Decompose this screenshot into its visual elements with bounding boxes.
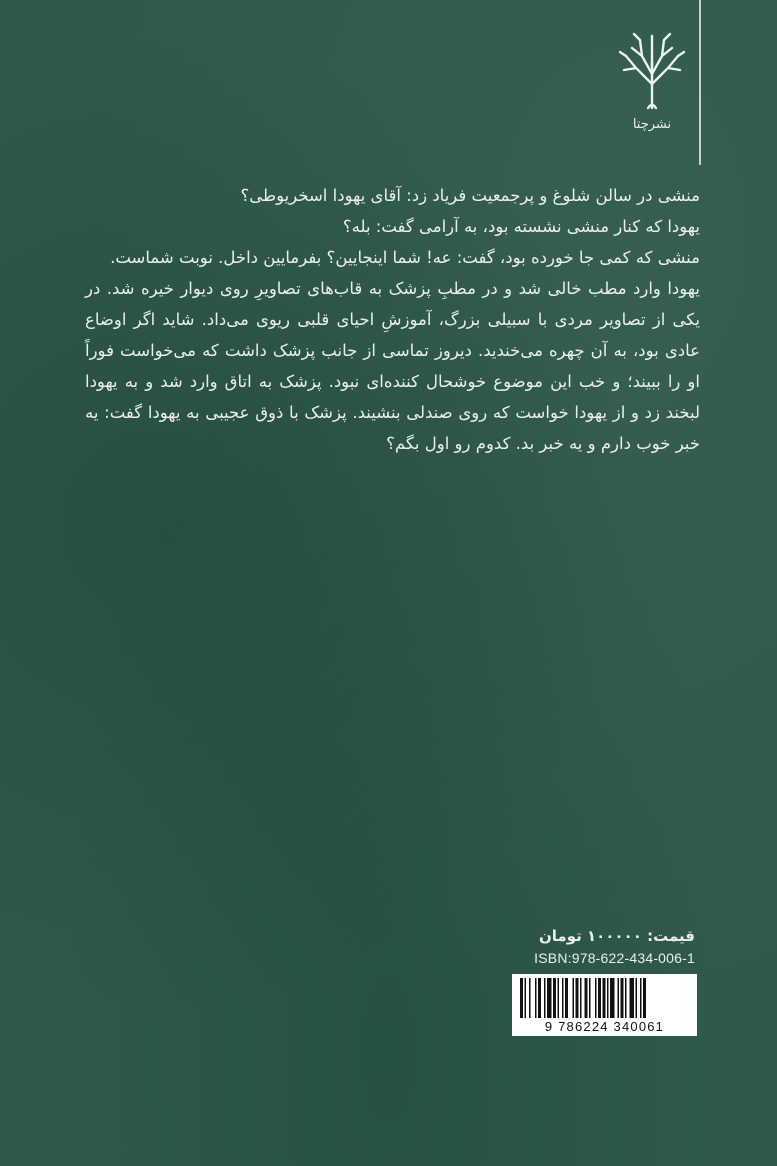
barcode-bar (636, 978, 638, 1018)
barcode-bar (589, 978, 591, 1018)
barcode-bar (565, 978, 568, 1018)
barcode-bar (607, 978, 609, 1018)
barcode-bar (640, 978, 642, 1018)
barcode-bar (585, 978, 588, 1018)
barcode-bar (618, 978, 620, 1018)
barcode-bar (576, 978, 579, 1018)
barcode-bar (520, 978, 523, 1018)
barcode (512, 974, 697, 1036)
barcode-bar (580, 978, 582, 1018)
price-label: قیمت: ۱۰۰۰۰۰ تومان (538, 927, 695, 945)
barcode-digits: 9 786224 340061 (544, 1019, 665, 1034)
tree-icon (612, 22, 692, 134)
blurb-paragraph: منشی که کمی جا خورده بود، گفت: عه! شما اینجایین؟ بفرمایین داخل. نوبت شماست. (110, 248, 700, 267)
blurb-paragraph: یهودا وارد مطب خالی شد و در مطبِ پزشک به قاب‌های تصاویرِ روی دیوار خیره شد. در یکی از تصاویر مردی با سبیلی بزرگ، آموزشِ احیای قلبی ریوی می‌داد. شاید اگر اوضاع عادی بود، به آن چهره می‌خندید. دیروز تماسی از جانب پزشک داشت که می‌خواست فوراً او را ببیند؛ و خب این موضوع خوشحال کننده‌ای نبود. پزشک به اتاق وارد شد و به یهودا لبخند زد و از یهودا خواست که روی صندلی بنشیند. پزشک با ذوق عجیبی به یهودا گفت: یه خبر خوب دارم و یه خبر بد. کدوم رو اول بگم؟ (85, 279, 700, 453)
blurb-paragraph: یهودا که کنار منشی نشسته بود، به آرامی گفت: بله؟ (342, 217, 700, 236)
barcode-bars (512, 974, 697, 1020)
barcode-bar (553, 978, 556, 1018)
isbn-label: ISBN:978-622-434-006-1 (534, 950, 695, 966)
publisher-logo-text: نشرچتا (632, 117, 672, 132)
blurb-text (85, 180, 700, 459)
barcode-bar (610, 978, 615, 1018)
barcode-bar (621, 978, 624, 1018)
barcode-bar (598, 978, 601, 1018)
barcode-bar (525, 978, 527, 1018)
barcode-bar (630, 978, 635, 1018)
publisher-logo (612, 22, 692, 134)
barcode-bar (562, 978, 564, 1018)
barcode-bar (544, 978, 546, 1018)
spine-divider (699, 0, 701, 165)
barcode-bar (595, 978, 597, 1018)
barcode-bar (573, 978, 575, 1018)
barcode-bar (529, 978, 531, 1018)
barcode-bar (535, 978, 537, 1018)
barcode-bar (603, 978, 606, 1018)
barcode-bar (625, 978, 627, 1018)
barcode-bar (547, 978, 552, 1018)
blurb-paragraph: منشی در سالن شلوغ و پرجمعیت فریاد زد: آقای یهودا اسخریوطی؟ (240, 186, 700, 205)
barcode-bar (558, 978, 560, 1018)
barcode-bar (643, 978, 646, 1018)
barcode-bar (538, 978, 541, 1018)
